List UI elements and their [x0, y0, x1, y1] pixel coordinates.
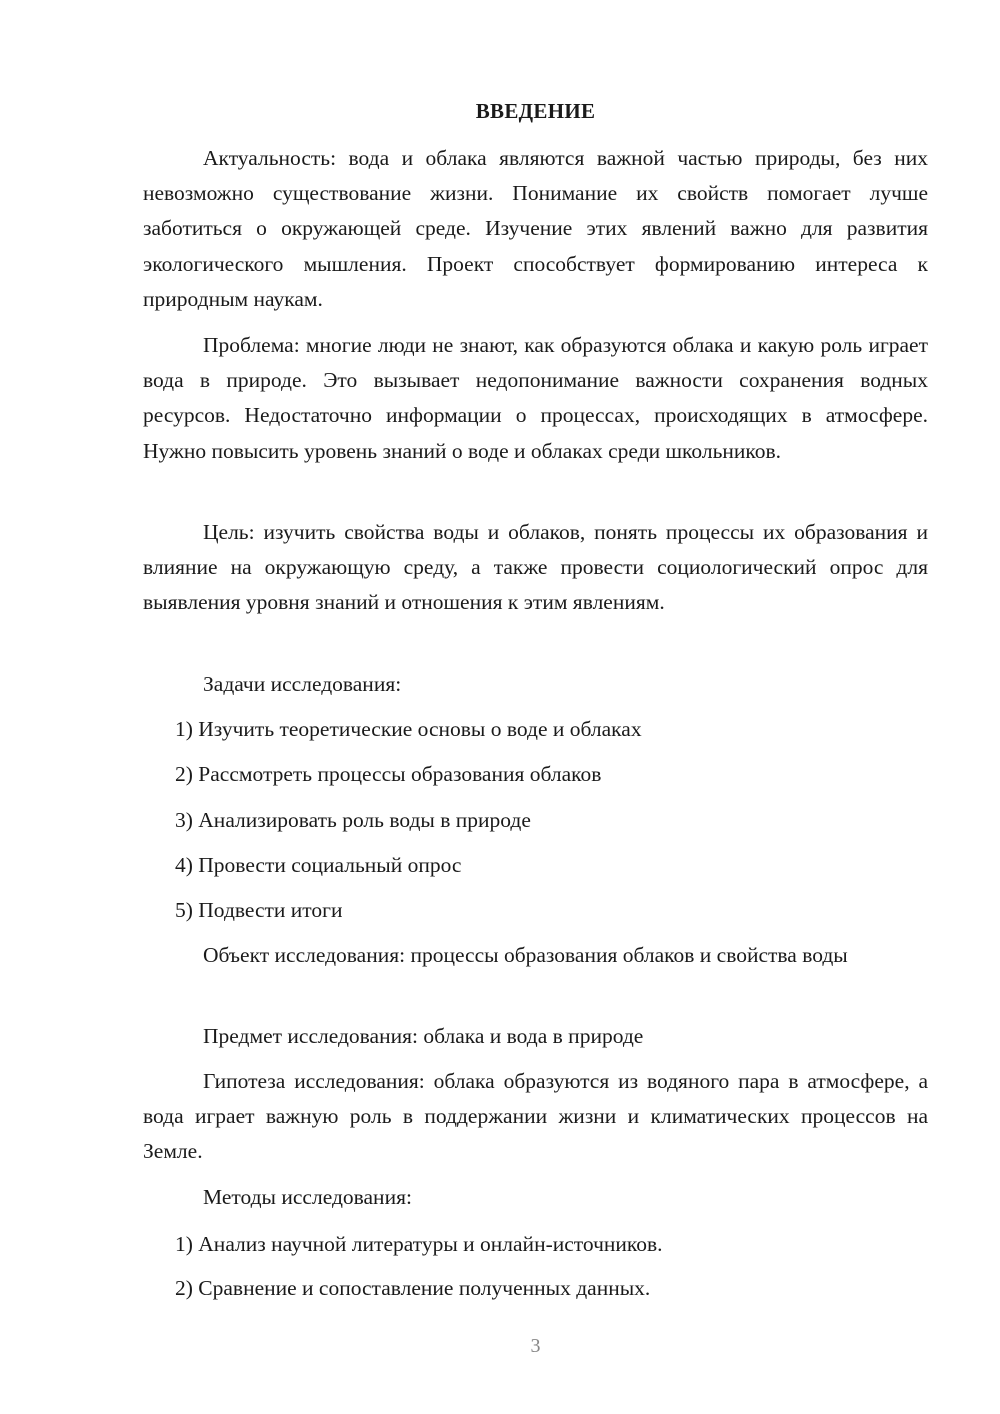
methods-heading: Методы исследования: [203, 1185, 412, 1209]
problem-paragraph: Проблема: многие люди не знают, как образуются облака и какую роль играет вода в природе. Это вызывает недопонимание важности сохранения водных ресурсов. Недостаточно информации о процессах, происходящих в атмосфере. Нужно повысить уровень знаний о воде и облаках среди школьников. [143, 333, 928, 463]
page-number: 3 [530, 1335, 541, 1357]
task-item-3: 3) Анализировать роль воды в природе [175, 808, 531, 832]
goal-paragraph: Цель: изучить свойства воды и облаков, понять процессы их образования и влияние на окружающую среду, а также провести социологический опрос для выявления уровня знаний и отношения к этим явлениям. [143, 520, 928, 615]
task-item-1: 1) Изучить теоретические основы о воде и облаках [175, 717, 642, 741]
hypothesis-paragraph: Гипотеза исследования: облака образуются из водяного пара в атмосфере, а вода играет важную роль в поддержании жизни и климатических процессов на Земле. [143, 1069, 928, 1164]
subject-line: Предмет исследования: облака и вода в природе [203, 1024, 644, 1048]
task-item-5: 5) Подвести итоги [175, 898, 343, 922]
method-item-2: 2) Сравнение и сопоставление полученных данных. [175, 1276, 651, 1300]
method-item-1: 1) Анализ научной литературы и онлайн-источников. [175, 1232, 663, 1256]
task-item-2: 2) Рассмотреть процессы образования облаков [175, 762, 602, 786]
object-paragraph: Объект исследования: процессы образования облаков и свойства воды [203, 943, 848, 967]
tasks-heading: Задачи исследования: [203, 672, 402, 696]
task-item-4: 4) Провести социальный опрос [175, 853, 462, 877]
section-heading: ВВЕДЕНИЕ [475, 99, 596, 123]
relevance-paragraph: Актуальность: вода и облака являются важной частью природы, без них невозможно существование жизни. Понимание их свойств помогает лучше заботиться о окружающей среде. Изучение этих явлений важно для развития экологического мышления. Проект способствует формированию интереса к природным наукам. [143, 146, 928, 311]
